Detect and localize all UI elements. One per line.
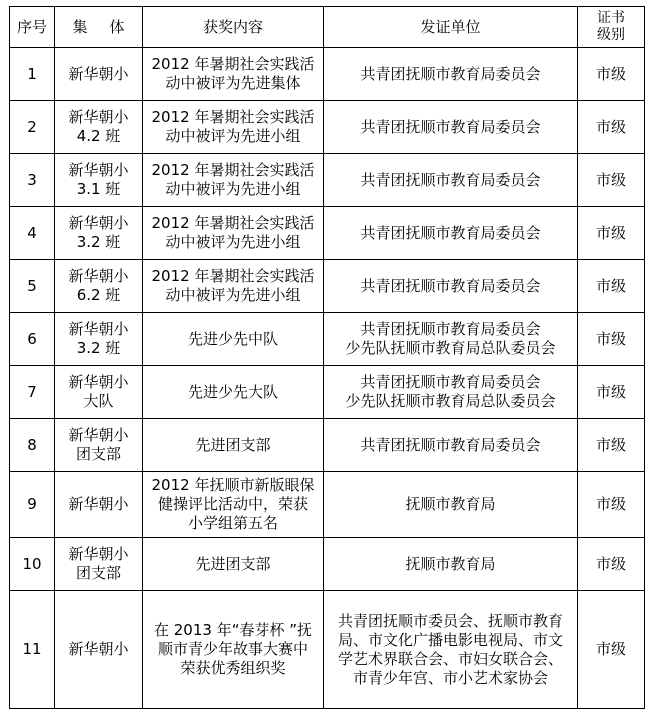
group-line: 新华朝小 <box>68 640 129 658</box>
content-line: 2012 年抚顺市新版眼保 <box>151 476 315 494</box>
row-level: 市级 <box>578 260 645 313</box>
row-group <box>55 538 143 591</box>
content-line: 动中被评为先进小组 <box>165 233 301 251</box>
content-line: 顺市青少年故事大赛中 <box>157 640 308 658</box>
issuer-line: 市青少年宫、市小艺术家协会 <box>352 668 548 687</box>
table-row <box>10 260 645 313</box>
row-index: 6 <box>10 313 55 366</box>
row-issuer <box>324 260 578 313</box>
row-index: 4 <box>10 207 55 260</box>
header-group <box>55 7 143 48</box>
row-award-content <box>143 313 324 366</box>
content-line: 2012 年暑期社会实践活 <box>151 267 315 285</box>
row-index: 11 <box>10 591 55 709</box>
issuer-line: 共青团抚顺市教育局委员会 <box>360 276 541 295</box>
content-line: 动中被评为先进集体 <box>165 74 301 92</box>
row-group <box>55 591 143 709</box>
row-issuer <box>324 48 578 101</box>
content-line: 2012 年暑期社会实践活 <box>151 161 315 179</box>
award-table <box>9 6 645 709</box>
group-line: 新华朝小 <box>68 545 129 563</box>
row-group <box>55 154 143 207</box>
group-line: 新华朝小 <box>68 373 129 391</box>
group-line: 4.2 班 <box>76 127 121 145</box>
group-line: 新华朝小 <box>68 267 129 285</box>
row-award-content <box>143 260 324 313</box>
row-level: 市级 <box>578 48 645 101</box>
content-line: 先进少先大队 <box>187 382 278 401</box>
content-line: 在 2013 年“春芽杯 ”抚 <box>153 621 313 639</box>
row-level: 市级 <box>578 538 645 591</box>
group-line: 团支部 <box>75 564 121 582</box>
row-level: 市级 <box>578 154 645 207</box>
header-group-char-1: 集 <box>72 17 88 36</box>
row-group <box>55 207 143 260</box>
group-line: 大队 <box>83 392 114 410</box>
group-line: 3.1 班 <box>76 180 121 198</box>
content-line: 先进团支部 <box>195 554 271 573</box>
header-level-line-2: 级别 <box>597 27 625 43</box>
header-issuer: 发证单位 <box>324 7 578 48</box>
group-line: 6.2 班 <box>76 286 121 304</box>
row-issuer <box>324 313 578 366</box>
content-line: 2012 年暑期社会实践活 <box>151 214 315 232</box>
row-index: 2 <box>10 101 55 154</box>
group-line: 团支部 <box>75 445 121 463</box>
table-row <box>10 48 645 101</box>
issuer-line: 少先队抚顺市教育局总队委员会 <box>345 339 556 357</box>
header-row <box>10 7 645 48</box>
content-line: 健操评比活动中，荣获 <box>157 495 308 513</box>
row-issuer <box>324 207 578 260</box>
issuer-line: 共青团抚顺市教育局委员会 <box>360 64 541 83</box>
row-issuer <box>324 419 578 472</box>
issuer-line: 共青团抚顺市教育局委员会 <box>360 320 541 338</box>
group-line: 3.2 班 <box>76 339 121 357</box>
group-line: 新华朝小 <box>68 320 129 338</box>
row-index: 5 <box>10 260 55 313</box>
table-row <box>10 207 645 260</box>
row-issuer <box>324 538 578 591</box>
row-level: 市级 <box>578 101 645 154</box>
row-award-content <box>143 207 324 260</box>
header-level <box>578 7 645 48</box>
row-issuer <box>324 366 578 419</box>
table-row <box>10 591 645 709</box>
row-index: 9 <box>10 472 55 538</box>
header-content: 获奖内容 <box>143 7 324 48</box>
row-award-content <box>143 101 324 154</box>
row-group <box>55 48 143 101</box>
issuer-line: 抚顺市教育局 <box>405 554 496 573</box>
table-row <box>10 154 645 207</box>
header-index: 序号 <box>10 7 55 48</box>
row-group <box>55 366 143 419</box>
row-issuer <box>324 472 578 538</box>
issuer-line: 共青团抚顺市教育局委员会 <box>360 373 541 391</box>
row-group <box>55 313 143 366</box>
content-line: 2012 年暑期社会实践活 <box>151 108 315 126</box>
header-level-line-1: 证书 <box>597 10 625 26</box>
issuer-line: 共青团抚顺市教育局委员会 <box>360 170 541 189</box>
row-group <box>55 260 143 313</box>
group-line: 新华朝小 <box>68 161 129 179</box>
issuer-line: 共青团抚顺市教育局委员会 <box>360 435 541 454</box>
row-award-content <box>143 419 324 472</box>
content-line: 动中被评为先进小组 <box>165 180 301 198</box>
content-line: 小学组第五名 <box>187 514 278 532</box>
row-index: 1 <box>10 48 55 101</box>
issuer-line: 抚顺市教育局 <box>405 495 496 513</box>
content-line: 2012 年暑期社会实践活 <box>151 55 315 73</box>
table-row <box>10 419 645 472</box>
group-line: 新华朝小 <box>68 214 129 232</box>
row-award-content <box>143 591 324 709</box>
row-award-content <box>143 472 324 538</box>
row-index: 8 <box>10 419 55 472</box>
row-level: 市级 <box>578 207 645 260</box>
row-level: 市级 <box>578 313 645 366</box>
content-line: 荣获优秀组织奖 <box>180 659 286 677</box>
row-award-content <box>143 538 324 591</box>
row-issuer <box>324 101 578 154</box>
content-line: 先进团支部 <box>195 435 271 454</box>
group-line: 新华朝小 <box>68 64 129 83</box>
content-line: 先进少先中队 <box>187 329 278 348</box>
issuer-line: 共青团抚顺市教育局委员会 <box>360 223 541 242</box>
row-issuer <box>324 591 578 709</box>
content-line: 动中被评为先进小组 <box>165 286 301 304</box>
row-award-content <box>143 48 324 101</box>
row-group <box>55 472 143 538</box>
group-line: 新华朝小 <box>68 426 129 444</box>
row-group <box>55 419 143 472</box>
group-line: 新华朝小 <box>68 495 129 513</box>
table-row <box>10 538 645 591</box>
table-row <box>10 313 645 366</box>
row-award-content <box>143 366 324 419</box>
table-row <box>10 472 645 538</box>
row-level: 市级 <box>578 366 645 419</box>
row-level: 市级 <box>578 419 645 472</box>
row-level: 市级 <box>578 472 645 538</box>
row-index: 7 <box>10 366 55 419</box>
header-group-char-2: 体 <box>109 17 125 36</box>
row-issuer <box>324 154 578 207</box>
issuer-line: 少先队抚顺市教育局总队委员会 <box>345 392 556 410</box>
row-award-content <box>143 154 324 207</box>
row-index: 10 <box>10 538 55 591</box>
table-row <box>10 101 645 154</box>
content-line: 动中被评为先进小组 <box>165 127 301 145</box>
row-level: 市级 <box>578 591 645 709</box>
row-group <box>55 101 143 154</box>
table-row <box>10 366 645 419</box>
issuer-line: 共青团抚顺市教育局委员会 <box>360 117 541 136</box>
group-line: 3.2 班 <box>76 233 121 251</box>
row-index: 3 <box>10 154 55 207</box>
issuer-line: 共青团抚顺市委员会、抚顺市教育 <box>337 611 563 630</box>
issuer-line: 局、市文化广播电影电视局、市文 <box>337 630 563 649</box>
issuer-line: 学艺术界联合会、市妇女联合会、 <box>337 649 563 668</box>
group-line: 新华朝小 <box>68 108 129 126</box>
